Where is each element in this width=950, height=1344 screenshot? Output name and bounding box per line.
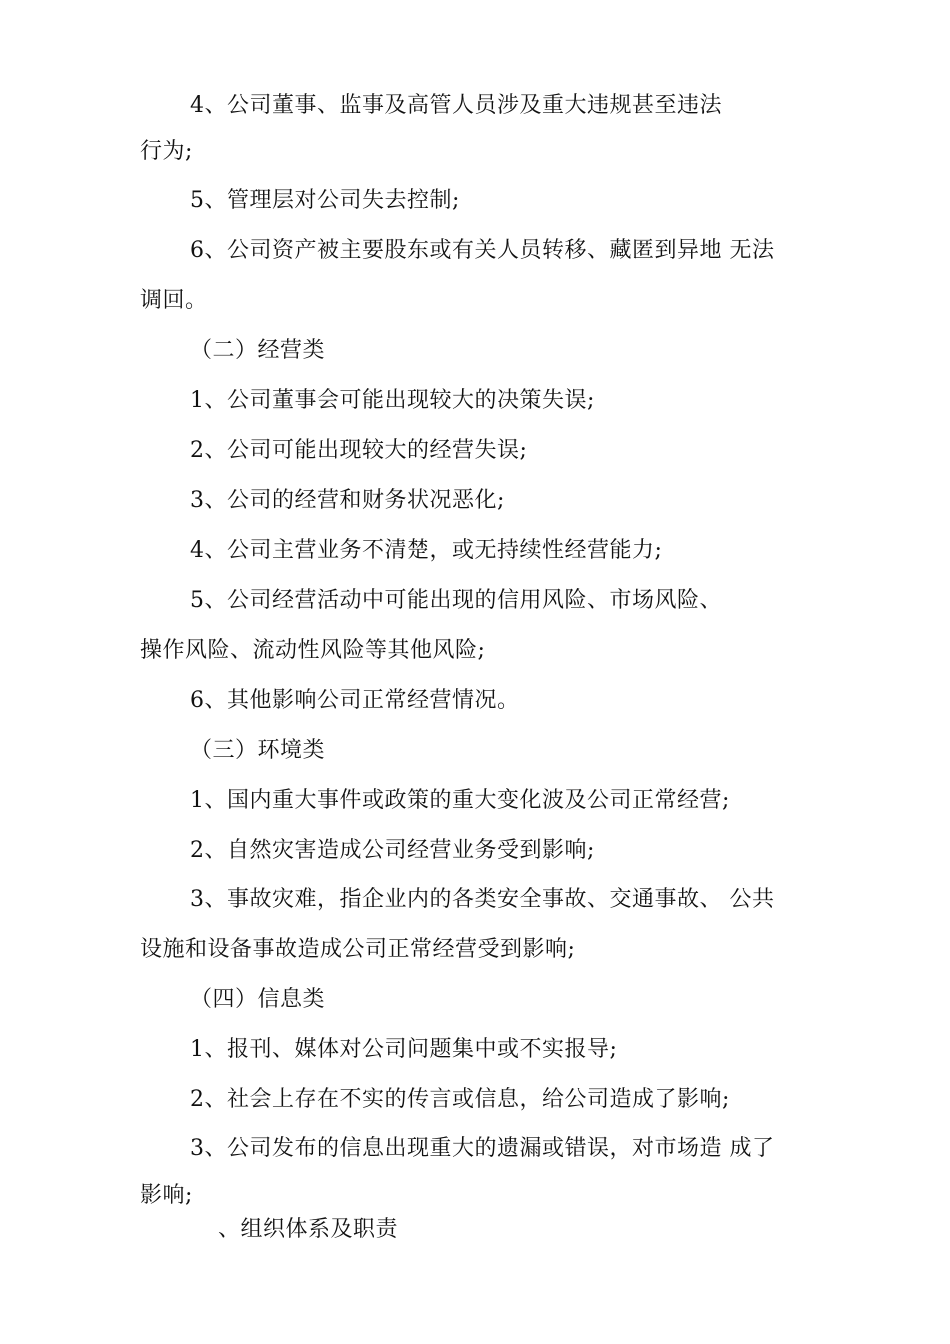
paragraph-line: 影响; (140, 1183, 193, 1208)
paragraph-line: 5、管理层对公司失去控制; (190, 188, 460, 213)
paragraph-line: 2、自然灾害造成公司经营业务受到影响; (190, 838, 595, 863)
section-heading: 、组织体系及职责 (218, 1217, 399, 1242)
paragraph-line: 操作风险、流动性风险等其他风险; (140, 638, 486, 663)
section-heading: （二）经营类 (190, 338, 326, 363)
paragraph-line: 6、公司资产被主要股东或有关人员转移、藏匿到异地 无法 (190, 238, 775, 263)
section-heading: （四）信息类 (190, 987, 326, 1012)
paragraph-line: 设施和设备事故造成公司正常经营受到影响; (140, 937, 576, 962)
paragraph-line: 4、公司主营业务不清楚，或无持续性经营能力; (190, 538, 663, 563)
paragraph-line: 4、公司董事、监事及高管人员涉及重大违规甚至违法 (190, 93, 722, 118)
paragraph-line: 行为; (140, 139, 193, 164)
paragraph-line: 调回。 (140, 288, 208, 313)
paragraph-line: 5、公司经营活动中可能出现的信用风险、市场风险、 (190, 588, 722, 613)
paragraph-line: 6、其他影响公司正常经营情况。 (190, 688, 520, 713)
paragraph-line: 1、公司董事会可能出现较大的决策失误; (190, 388, 595, 413)
paragraph-line: 2、社会上存在不实的传言或信息，给公司造成了影响; (190, 1087, 730, 1112)
paragraph-line: 1、报刊、媒体对公司问题集中或不实报导; (190, 1037, 618, 1062)
paragraph-line: 2、公司可能出现较大的经营失误; (190, 438, 528, 463)
paragraph-line: 3、公司发布的信息出现重大的遗漏或错误，对市场造 成了 (190, 1136, 775, 1161)
section-heading: （三）环境类 (190, 738, 326, 763)
paragraph-line: 3、公司的经营和财务状况恶化; (190, 488, 505, 513)
paragraph-line: 3、事故灾难，指企业内的各类安全事故、交通事故、 公共 (190, 887, 775, 912)
paragraph-line: 1、国内重大事件或政策的重大变化波及公司正常经营; (190, 788, 730, 813)
